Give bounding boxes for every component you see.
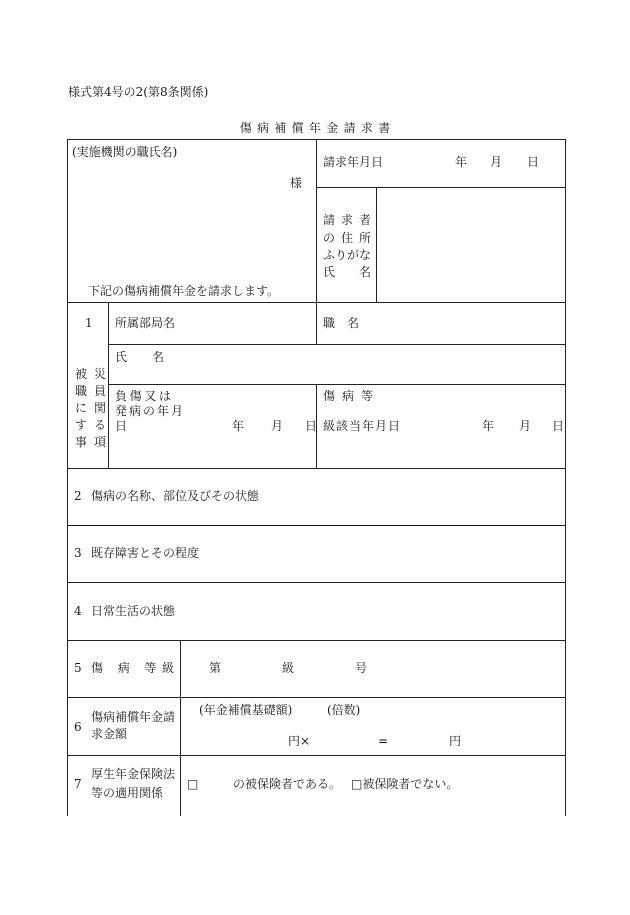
cell-item-6-label [67, 697, 181, 756]
cell-item-2 [67, 468, 566, 526]
section1-label-char: に [75, 401, 88, 415]
multiplier-label: (倍数) [327, 703, 361, 717]
department-label: 所属部局名 [115, 316, 176, 330]
cell-department [108, 302, 317, 345]
yen-times: 円× [288, 734, 311, 748]
request-date-label: 請求年月日 [323, 155, 384, 169]
requester-label-line: 氏 名 [323, 265, 371, 279]
item-5-label: 傷 病 等級 [91, 661, 174, 675]
item-label: 既存障害とその程度 [91, 546, 200, 560]
item-number: 7 [74, 777, 82, 791]
cell-item-4 [67, 582, 566, 641]
requester-label-line: 請 求 者 [323, 213, 371, 227]
injury-date-month: 月 [271, 419, 284, 433]
name-label: 氏 名 [115, 350, 164, 364]
injury-date-year: 年 [232, 419, 245, 433]
request-statement: 下記の傷病補償年金を請求します。 [88, 284, 280, 298]
cell-injury-date [108, 384, 317, 469]
section1-label-row [68, 368, 108, 380]
grade-date-label-line: 傷 病 等 [323, 389, 373, 403]
cell-name [108, 344, 566, 385]
honorific: 様 [290, 176, 303, 190]
cell-institution [67, 139, 317, 303]
requester-label-line: の 住 所 [323, 231, 371, 245]
grade-date-label-line: 級 該 当 年 月 日 [323, 419, 400, 433]
section1-label-char: 職 [75, 384, 88, 398]
injury-date-day: 日 [305, 419, 318, 433]
requester-label-line: ふりがな [323, 248, 372, 262]
cell-item-5-value [180, 640, 566, 698]
insured-option-label: の被保険者である。 [233, 777, 342, 791]
grade-date-month: 月 [519, 419, 532, 433]
section1-label-char: す [75, 418, 88, 432]
injury-date-label-line: 日 [115, 419, 128, 433]
request-date-day: 日 [527, 155, 540, 169]
item-number: 3 [74, 546, 82, 560]
section1-label-char: 災 [94, 367, 107, 381]
section1-label-row [68, 385, 108, 397]
item-7-label-line: 等の適用関係 [91, 786, 164, 800]
yen-unit: 円 [449, 734, 462, 748]
form-number: 様式第4号の2(第8条関係) [68, 85, 209, 99]
item-7-label-line: 厚生年金保険法 [91, 767, 176, 781]
item-label: 傷病の名称、部位及びその状態 [91, 489, 260, 503]
position-label: 職 名 [323, 316, 359, 330]
item-6-label-line: 求金額 [91, 727, 128, 741]
grade-date-year: 年 [482, 419, 495, 433]
institution-label: (実施機関の職氏名) [72, 145, 178, 159]
section1-label-row [68, 402, 108, 414]
cell-request-date [316, 139, 566, 188]
cell-item-5-label [67, 640, 181, 698]
section1-label-char: 事 [75, 435, 88, 449]
cell-item-6-value [180, 697, 566, 756]
cell-requester-label [316, 187, 377, 303]
equals-sign: = [378, 734, 389, 748]
item-number: 4 [74, 604, 82, 618]
request-date-month: 月 [490, 155, 503, 169]
cell-item-7-label [67, 755, 181, 816]
item-number: 5 [74, 661, 82, 675]
item-6-label-line: 傷病補償年金請 [91, 710, 176, 724]
item-number: 6 [74, 720, 82, 734]
injury-date-label-line: 負 傷 又 は [115, 389, 171, 403]
cell-grade-date [316, 384, 566, 469]
cell-item-3 [67, 525, 566, 583]
section1-label-row [68, 436, 108, 448]
cell-position [316, 302, 566, 345]
cell-requester-value [376, 187, 566, 303]
section1-label-char: る [94, 418, 107, 432]
request-date-year: 年 [455, 155, 468, 169]
insured-checkbox: □ [187, 777, 199, 791]
form-title: 傷 病 補 償 年 金 請 求 書 [239, 121, 391, 135]
injury-date-label-line: 発 病 の 年 月 [115, 404, 183, 418]
cell-item-7-value [180, 755, 566, 816]
section1-label-row [68, 419, 108, 431]
grade-class-number: 第 級 号 [209, 661, 367, 675]
section1-label-char: 関 [94, 401, 107, 415]
cell-section1-label [67, 302, 109, 469]
section1-label-char: 被 [75, 367, 88, 381]
section1-label-char: 項 [94, 435, 107, 449]
item-number: 2 [74, 489, 82, 503]
section1-number: 1 [85, 316, 93, 330]
base-amount-label: (年金補償基礎額) [199, 703, 293, 717]
not-insured-option: □被保険者でない。 [351, 777, 459, 791]
grade-date-day: 日 [552, 419, 565, 433]
section1-label-char: 員 [94, 384, 107, 398]
item-label: 日常生活の状態 [91, 604, 176, 618]
